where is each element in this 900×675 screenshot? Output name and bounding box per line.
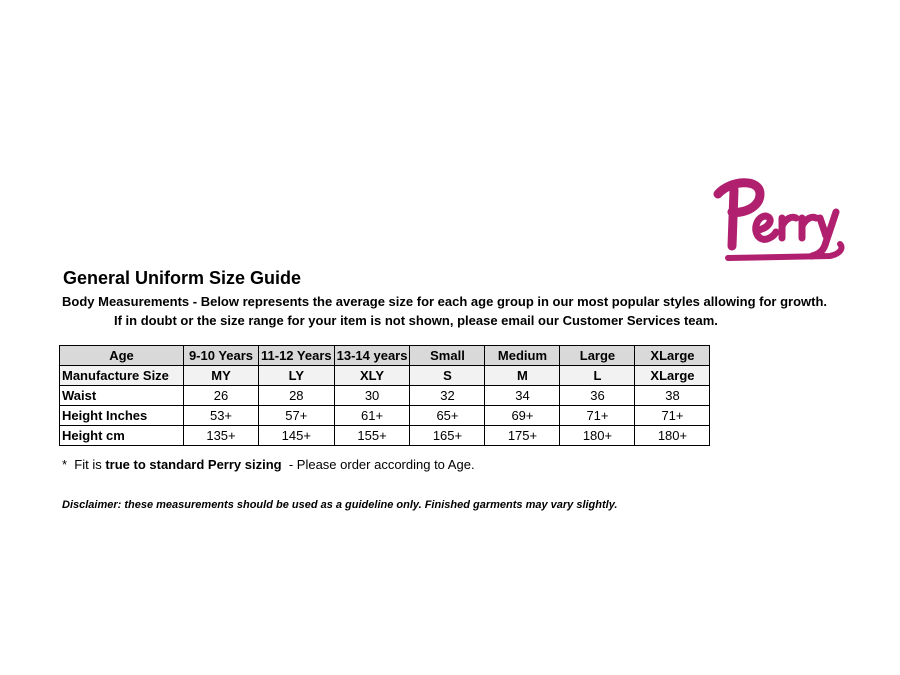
table-cell: 175+ [485, 426, 560, 446]
table-cell: 165+ [410, 426, 485, 446]
table-cell: 34 [485, 386, 560, 406]
table-cell: 28 [259, 386, 335, 406]
table-cell: LY [259, 366, 335, 386]
table-cell: S [410, 366, 485, 386]
table-cell: 180+ [635, 426, 710, 446]
fit-note-bold: true to standard Perry sizing [105, 457, 282, 472]
column-header: 11-12 Years [259, 346, 335, 366]
table-cell: 30 [334, 386, 410, 406]
fit-note-prefix: * Fit is [62, 457, 106, 472]
table-cell: 145+ [259, 426, 335, 446]
page-title: General Uniform Size Guide [63, 268, 302, 288]
table-cell: 71+ [560, 406, 635, 426]
column-header: 9-10 Years [184, 346, 259, 366]
header-age-label: Age [60, 346, 184, 366]
size-table [59, 345, 710, 446]
row-label: Waist [60, 386, 184, 406]
table-header-row [60, 346, 710, 366]
table-row [60, 366, 710, 386]
intro-line-1: Body Measurements - Below represents the average size for each age group in our most popular styles allowing for growth. [62, 294, 828, 309]
row-label: Manufacture Size [60, 366, 184, 386]
table-cell: 69+ [485, 406, 560, 426]
table-cell: 61+ [334, 406, 410, 426]
table-cell: XLY [334, 366, 410, 386]
table-cell: 155+ [334, 426, 410, 446]
disclaimer: Disclaimer: these measurements should be used as a guideline only. Finished garments may vary slightly. [62, 499, 618, 511]
table-row [60, 426, 710, 446]
column-header: 13-14 years [334, 346, 410, 366]
table-cell: 36 [560, 386, 635, 406]
table-cell: 71+ [635, 406, 710, 426]
column-header: Small [410, 346, 485, 366]
intro-line-2: If in doubt or the size range for your item is not shown, please email our Customer Services team. [114, 313, 718, 328]
table-cell: 26 [184, 386, 259, 406]
table-cell: 53+ [184, 406, 259, 426]
table-cell: M [485, 366, 560, 386]
table-cell: 32 [410, 386, 485, 406]
table-cell: 57+ [259, 406, 335, 426]
fit-note-suffix: - Please order according to Age. [281, 457, 475, 472]
column-header: Large [560, 346, 635, 366]
table-row [60, 386, 710, 406]
table-cell: 38 [635, 386, 710, 406]
row-label: Height Inches [60, 406, 184, 426]
row-label: Height cm [60, 426, 184, 446]
table-row [60, 406, 710, 426]
table-cell: 65+ [410, 406, 485, 426]
column-header: Medium [485, 346, 560, 366]
table-cell: MY [184, 366, 259, 386]
table-cell: L [560, 366, 635, 386]
table-cell: 180+ [560, 426, 635, 446]
fit-note [62, 457, 475, 472]
table-cell: XLarge [635, 366, 710, 386]
column-header: XLarge [635, 346, 710, 366]
table-cell: 135+ [184, 426, 259, 446]
perry-logo [708, 172, 848, 268]
